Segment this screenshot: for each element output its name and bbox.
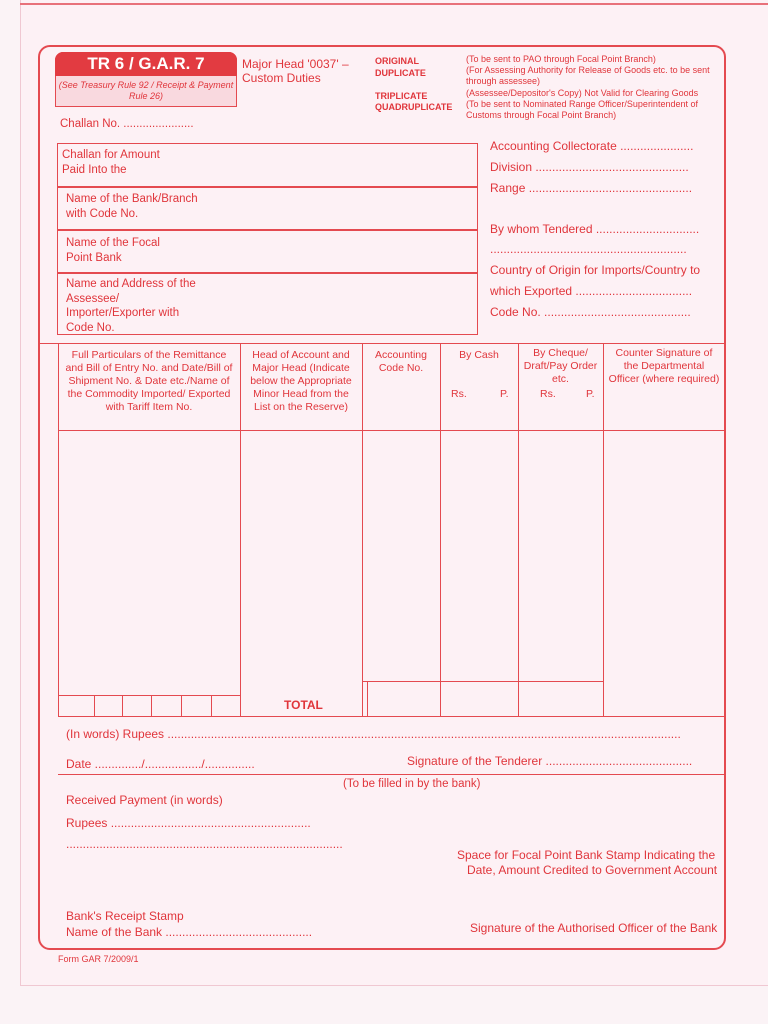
bank-branch-label: Name of the Bank/Branch with Code No. [66,193,198,220]
cheque-p: P. [586,388,595,400]
col-particulars: Full Particulars of the Remittance and Bill of Entry No. and Date/Bill of Shipment No. & Date etc./Name of the Commodity Imported/ Exported with Tariff Item No. [65,349,233,413]
code-box-divider [151,695,152,716]
copy-duplicate: DUPLICATE [375,68,426,78]
total-cheque-cell[interactable] [519,682,603,715]
col-accounting-code: Accounting Code No. [375,349,427,374]
focal-bank-label: Name of the Focal Point Bank [66,237,160,264]
rupees-field[interactable]: Rupees ............................................................ [66,816,311,830]
by-cheque-entry-cell[interactable] [519,431,603,681]
code-boxes-top-rule [58,695,240,696]
collectorate-field[interactable]: Accounting Collectorate ...................... [490,139,694,153]
table-top-rule [40,343,725,344]
col-by-cheque: By Cheque/ Draft/Pay Order etc. [523,347,598,385]
challan-no-field[interactable]: Challan No. ...................... [60,118,194,130]
copy-original-note: (To be sent to PAO through Focal Point Branch) [466,54,656,64]
stamp-space-line1: Space for Focal Point Bank Stamp Indicating the [457,848,716,862]
copy-triplicate-note: (Assessee/Depositor's Copy) Not Valid for Clearing Goods [466,88,699,98]
country-field[interactable]: which Exported ................................... [490,284,693,298]
form-code: TR 6 / G.A.R. 7 [55,52,237,76]
code-box-divider [181,695,182,716]
cheque-rs: Rs. [540,388,556,400]
receipt-stamp-label: Bank's Receipt Stamp [66,909,184,923]
counter-signature-entry-cell[interactable] [604,431,724,711]
amount-in-words-field[interactable]: (In words) Rupees .......................................................................................................................................................... [66,727,681,741]
tendered-by-field[interactable]: By whom Tendered ............................... [490,222,700,236]
cash-rs: Rs. [451,388,467,400]
copy-quadruplicate-note: (To be sent to Nominated Range Officer/Superintendent of Customs through Focal Point Branch) [466,99,698,120]
copy-triplicate: TRIPLICATE [375,91,428,101]
col-head-of-account: Head of Account and Major Head (Indicate below the Appropriate Minor Head from the List on the Reserve) [250,349,352,413]
bank-fill-note: (To be filled in by the bank) [343,778,481,790]
particulars-entry-cell[interactable] [59,431,240,695]
accounting-code-entry-cell[interactable] [363,431,440,681]
top-edge-line [20,3,768,5]
major-head: Major Head '0037' – Custom Duties [242,57,349,85]
total-box-divider [367,681,368,716]
copy-duplicate-note: (For Assessing Authority for Release of Goods etc. to be sent through assessee) [466,65,710,86]
range-field[interactable]: Range ................................................. [490,181,693,195]
table-bottom-rule [58,716,725,717]
copy-original: ORIGINAL [375,56,419,66]
code-no-field[interactable]: Code No. ............................................ [490,305,691,319]
total-label: TOTAL [284,698,323,712]
col-counter-signature: Counter Signature of the Departmental Officer (where required) [608,347,720,385]
tendered-by-dots: ........................................................... [490,242,687,256]
cash-p: P. [500,388,509,400]
bank-name-field[interactable]: Name of the Bank ............................................ [66,925,313,939]
rule-note: (See Treasury Rule 92 / Receipt & Payment Rule 26) [58,80,234,101]
copy-quadruplicate: QUADRUPLICATE [375,102,453,112]
stamp-space-line2: Date, Amount Credited to Government Account [467,863,718,877]
rupees-continuation[interactable]: ................................................................................... [66,837,343,851]
country-label: Country of Origin for Imports/Country to [490,263,701,277]
code-box-divider [94,695,95,716]
tenderer-signature-field[interactable]: Signature of the Tenderer ............................................ [407,754,693,768]
form-number: Form GAR 7/2009/1 [58,954,139,964]
challan-amount-label: Challan for Amount Paid Into the [62,149,160,176]
total-cash-cell[interactable] [441,682,518,715]
assessee-label: Name and Address of the Assessee/ Importer/Exporter with Code No. [66,278,196,334]
head-of-account-entry-cell[interactable] [241,431,362,695]
date-field[interactable]: Date ............../................./............... [66,757,255,771]
col-by-cash: By Cash [459,349,499,361]
code-box-divider [211,695,212,716]
code-box-divider [122,695,123,716]
by-cash-entry-cell[interactable] [441,431,518,681]
received-payment-label: Received Payment (in words) [66,793,223,807]
division-field[interactable]: Division .............................................. [490,160,689,174]
bank-section-rule [58,774,725,775]
officer-signature-field[interactable]: Signature of the Authorised Officer of the Bank [470,921,718,935]
